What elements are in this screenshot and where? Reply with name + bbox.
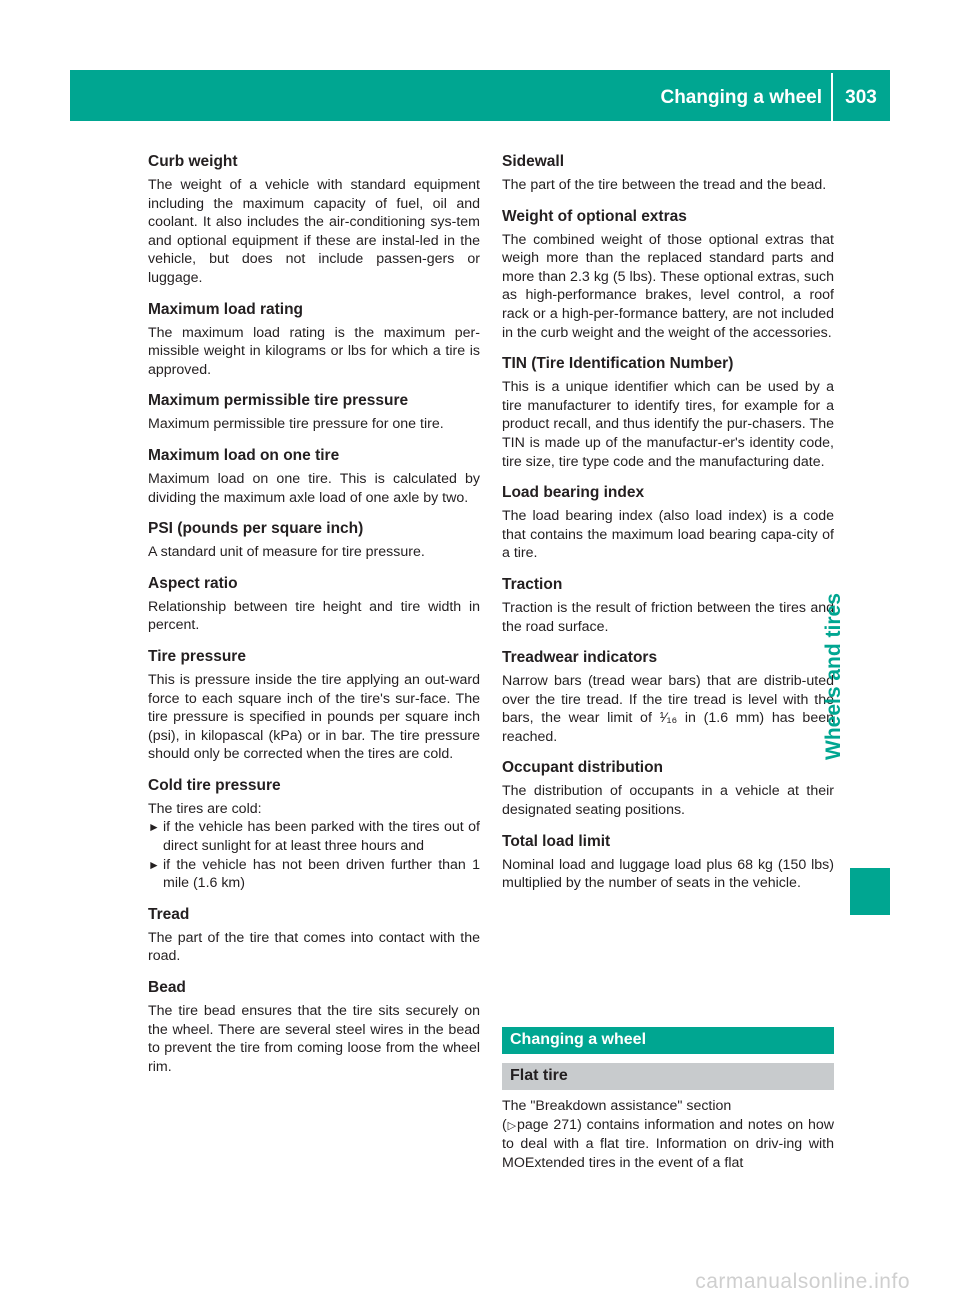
list-item (148, 856, 480, 893)
term-definition: The tires are cold: (148, 800, 262, 817)
term-psi (148, 519, 480, 562)
page-reference-arrow-icon: ▷ (506, 1119, 517, 1132)
subsection-title: Flat tire (510, 1067, 568, 1084)
term-definition: The distribution of occupants in a vehicle at their designated seating positions. (502, 783, 834, 819)
term-bead (148, 978, 480, 1076)
flat-tire-paragraph: The "Breakdown assistance" section (▷page 271) contains information and notes on how to deal with a flat tire. Information on driv-ing with MOExtended tires in the event of a flat (502, 1098, 834, 1171)
term-heading: Curb weight (148, 153, 238, 170)
term-definition: Relationship between tire height and tire width in percent. (148, 598, 480, 634)
term-sidewall (502, 152, 834, 195)
term-maximum-permissible-tire-pressure (148, 391, 480, 434)
term-definition: This is pressure inside the tire applying an out-ward force to each square inch of the tire's sur-face. The tire pressure is specified in pounds per square inch (psi), in kilopascal (kPa) or in bar. The tire pressure should only be corrected when the tires are cold. (148, 671, 480, 763)
term-heading: Bead (148, 979, 186, 997)
term-heading: Total load limit (502, 832, 611, 850)
term-heading: Occupant distribution (502, 759, 664, 777)
term-heading: Maximum permissible tire pressure (148, 392, 409, 410)
list-item (148, 818, 480, 855)
term-definition: The part of the tire between the tread and the bead. (502, 177, 827, 193)
term-definition: Maximum load on one tire. This is calculated by dividing the maximum axle load of one axle by two. (148, 470, 480, 506)
term-heading: Load bearing index (502, 484, 645, 502)
list-item-text: if the vehicle has been parked with the tires out of direct sunlight for at least three hours and (163, 819, 480, 855)
term-heading: Treadwear indicators (502, 649, 658, 667)
paragraph-text: The "Breakdown assistance" section (502, 1098, 732, 1114)
side-tab-block (850, 868, 890, 915)
list-item-text: if the vehicle has not been driven further than 1 mile (1.6 km) (163, 856, 480, 892)
term-definition: The weight of a vehicle with standard equipment including the maximum capacity of fuel, oil and coolant. It also includes the air-conditioning sys-tem and optional equipment if these are instal-led in the vehicle, but does not include passen-gers or luggage. (148, 177, 480, 286)
paragraph-text: ) contains information and notes on how to deal with a flat tire. Information on driv-ing with MOExtended tires in the event of a flat (502, 1116, 834, 1171)
term-definition: The combined weight of those optional extras that weigh more than the replaced standard parts and more than 2.3 kg (5 lbs). These optional extras, such as high-performance brakes, level control, a roof rack or a high-per-formance battery, are not included in the curb weight and the weight of the accessories. (502, 231, 834, 341)
side-tab-label: Wheels and tires (822, 593, 845, 760)
right-column (502, 152, 834, 905)
section-title: Changing a wheel (510, 1031, 647, 1048)
term-heading: Maximum load on one tire (148, 446, 340, 464)
term-weight-of-optional-extras (502, 207, 834, 343)
term-heading: Traction (502, 575, 563, 593)
term-heading: Aspect ratio (148, 574, 238, 592)
term-definition: The tire bead ensures that the tire sits securely on the wheel. There are several steel wires in the bead to prevent the tire from coming loose from the wheel rim. (148, 1003, 480, 1075)
page-reference-link[interactable]: page 271 (516, 1116, 578, 1133)
bullet-list (148, 818, 480, 892)
term-heading: Tread (148, 905, 190, 923)
page-number: 303 (845, 87, 877, 108)
term-total-load-limit (502, 832, 834, 893)
term-occupant-distribution (502, 758, 834, 819)
term-tin (502, 354, 834, 471)
term-treadwear-indicators (502, 648, 834, 746)
term-definition: Maximum permissible tire pressure for one tire. (148, 416, 444, 433)
term-heading: Tire pressure (148, 647, 246, 665)
header-divider (831, 73, 833, 121)
term-tire-pressure (148, 647, 480, 764)
term-definition: Narrow bars (tread wear bars) that are distrib-uted over the tire tread. If the tire tread is level with the bars, the wear limit of ¹⁄₁₆ in (1.6 mm) has been reached. (502, 673, 834, 745)
term-definition: The maximum load rating is the maximum per-missible weight in kilograms or lbs for which a tire is approved. (148, 324, 480, 378)
term-definition: This is a unique identifier which can be used by a tire manufacturer to identify tires, for example for a product recall, and thus identify the pur-chasers. The TIN is made up of the manufactur-er's identity code, tire size, tire type code and the manufacturing date. (502, 379, 834, 470)
term-definition: Traction is the result of friction between the tires and the road surface. (502, 599, 834, 635)
term-definition: Nominal load and luggage load plus 68 kg (150 lbs) multiplied by the number of seats in the vehicle. (502, 856, 834, 892)
term-definition: A standard unit of measure for tire pressure. (148, 544, 425, 561)
term-cold-tire-pressure (148, 776, 480, 893)
term-heading: Cold tire pressure (148, 776, 281, 794)
term-tread (148, 905, 480, 966)
term-definition: The part of the tire that comes into contact with the road. (148, 929, 480, 965)
term-aspect-ratio (148, 574, 480, 635)
term-heading: Weight of optional extras (502, 207, 687, 225)
page-title: Changing a wheel (660, 87, 822, 108)
term-heading: Maximum load rating (148, 300, 304, 318)
bullet-icon: ► (148, 820, 160, 835)
term-heading: TIN (Tire Identification Number) (502, 355, 734, 373)
bullet-icon: ► (148, 857, 160, 872)
term-traction (502, 575, 834, 636)
left-column (148, 152, 480, 1088)
watermark: carmanualsonline.info (695, 1270, 910, 1293)
term-load-bearing-index (502, 483, 834, 563)
term-heading: PSI (pounds per square inch) (148, 520, 364, 538)
term-maximum-load-rating (148, 300, 480, 380)
term-curb-weight (148, 152, 480, 288)
term-definition: The load bearing index (also load index) is a code that contains the maximum load bearing capa-city of a tire. (502, 508, 834, 562)
term-maximum-load-on-one-tire (148, 446, 480, 507)
term-heading: Sidewall (502, 153, 565, 170)
